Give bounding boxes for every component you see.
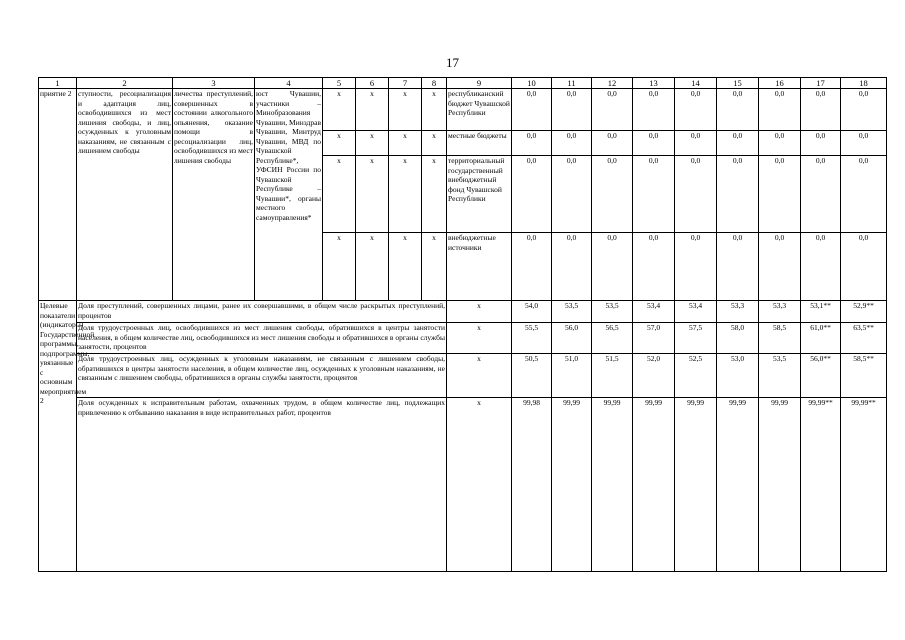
value-cell: 0,0 (675, 156, 717, 233)
indicator-value-cell: 58,0 (717, 323, 759, 354)
indicator-value-cell: 99,99 (552, 398, 592, 572)
indicator-value-cell: 53,5 (552, 301, 592, 323)
column-number-cell: 5 (323, 78, 356, 89)
value-cell: 0,0 (717, 233, 759, 301)
value-cell: 0,0 (552, 233, 592, 301)
code-cell: x (422, 89, 447, 131)
value-cell: 0,0 (512, 131, 552, 156)
value-cell: 0,0 (592, 233, 633, 301)
value-cell: 0,0 (552, 131, 592, 156)
indicator-value-cell: 99,99** (801, 398, 841, 572)
indicator-value-cell: 99,99 (759, 398, 801, 572)
event-description-cell: ступности, ресоциализация и адаптация лиц, освободившихся из мест лишения свободы, и лиц, осужденных к уголовным наказаниям, не связанным с лишением свободы (77, 89, 173, 301)
indicator-value-cell: 53,5 (592, 301, 633, 323)
indicator-value-cell: 50,5 (512, 354, 552, 398)
value-cell: 0,0 (801, 89, 841, 131)
value-cell: 0,0 (675, 233, 717, 301)
indicator-value-cell: 99,99 (717, 398, 759, 572)
code-cell: x (447, 398, 512, 572)
indicator-value-cell: 61,0** (801, 323, 841, 354)
indicator-value-cell: 51,0 (552, 354, 592, 398)
value-cell: 0,0 (841, 131, 887, 156)
column-number-cell: 4 (255, 78, 323, 89)
indicator-value-cell: 53,4 (633, 301, 675, 323)
value-cell: 0,0 (675, 131, 717, 156)
column-number-cell: 3 (173, 78, 255, 89)
indicator-value-cell: 53,3 (717, 301, 759, 323)
target-indicators-label: Целевые показатели (индикаторы) Государственной программы, подпрограммы, увязанные с основным мероприятием 2 (39, 301, 77, 572)
value-cell: 0,0 (633, 233, 675, 301)
column-number-cell: 1 (39, 78, 77, 89)
indicator-description-cell: Доля трудоустроенных лиц, осужденных к уголовным наказаниям, не связанным с лишением свободы, обратившихся в центры занятости населения, в общем количестве лиц, осужденных к уголовным наказаниям, не связанным с лишением свободы, обратившихся в органы службы занятости, процентов (77, 354, 447, 398)
code-cell: x (356, 89, 389, 131)
event-result-cell: личества преступлений, совершенных в состоянии алкогольного опьянения, оказание помощи в ресоциализации лиц, освободившихся из мест лишения свободы (173, 89, 255, 301)
column-number-cell: 16 (759, 78, 801, 89)
value-cell: 0,0 (633, 89, 675, 131)
value-cell: 0,0 (717, 156, 759, 233)
program-table (38, 77, 887, 572)
code-cell: x (447, 301, 512, 323)
value-cell: 0,0 (552, 156, 592, 233)
value-cell: 0,0 (675, 89, 717, 131)
value-cell: 0,0 (759, 233, 801, 301)
value-cell: 0,0 (592, 131, 633, 156)
funding-source-cell: республиканский бюджет Чувашской Республики (447, 89, 512, 131)
indicator-description-cell: Доля осужденных к исправительным работам, охваченных трудом, в общем количестве лиц, подлежащих привлечению к отбыванию наказания в виде исправительных работ, процентов (77, 398, 447, 572)
indicator-value-cell: 99,98 (512, 398, 552, 572)
column-number-cell: 7 (389, 78, 422, 89)
indicator-value-cell: 56,5 (592, 323, 633, 354)
indicator-value-cell: 58,5** (841, 354, 887, 398)
funding-source-cell: местные бюджеты (447, 131, 512, 156)
indicator-value-cell: 53,4 (675, 301, 717, 323)
indicator-value-cell: 54,0 (512, 301, 552, 323)
indicator-description-cell: Доля преступлений, совершенных лицами, ранее их совершавшими, в общем числе раскрытых преступлений, процентов (77, 301, 447, 323)
code-cell: x (389, 131, 422, 156)
column-number-cell: 8 (422, 78, 447, 89)
indicator-value-cell: 52,5 (675, 354, 717, 398)
funding-row (39, 89, 887, 131)
target-indicator-row (39, 354, 887, 398)
funding-source-cell: территориальный государственный внебюджетный фонд Чувашской Республики (447, 156, 512, 233)
indicator-value-cell: 53,1** (801, 301, 841, 323)
column-number-cell: 9 (447, 78, 512, 89)
page-number: 17 (446, 55, 459, 70)
indicator-value-cell: 57,5 (675, 323, 717, 354)
funding-source-cell: внебюджетные источники (447, 233, 512, 301)
value-cell: 0,0 (512, 156, 552, 233)
value-cell: 0,0 (801, 156, 841, 233)
code-cell: x (422, 233, 447, 301)
code-cell: x (389, 233, 422, 301)
column-number-cell: 2 (77, 78, 173, 89)
column-number-cell: 10 (512, 78, 552, 89)
column-number-cell: 12 (592, 78, 633, 89)
indicator-description-cell: Доля трудоустроенных лиц, освободившихся из мест лишения свободы, обратившихся в центры занятости населения, в общем количестве лиц, освободившихся из мест лишения свободы и обратившихся в органы службы занятости, процентов (77, 323, 447, 354)
indicator-value-cell: 99,99** (841, 398, 887, 572)
value-cell: 0,0 (592, 89, 633, 131)
target-indicator-row (39, 301, 887, 323)
value-cell: 0,0 (717, 131, 759, 156)
value-cell: 0,0 (841, 233, 887, 301)
value-cell: 0,0 (801, 233, 841, 301)
column-number-cell: 18 (841, 78, 887, 89)
target-indicator-row (39, 398, 887, 572)
code-cell: x (356, 131, 389, 156)
indicator-value-cell: 57,0 (633, 323, 675, 354)
code-cell: x (323, 131, 356, 156)
code-cell: x (447, 323, 512, 354)
code-cell: x (323, 89, 356, 131)
indicator-value-cell: 53,5 (759, 354, 801, 398)
event-executors-cell: юст Чувашии, участники – Минобразования Чувашии, Минздрав Чувашии, Минтруд Чувашии, МВД по Чувашской Республике*, УФСИН России по Чувашской Республике – Чувашии*, органы местного самоуправления* (255, 89, 323, 301)
column-number-cell: 17 (801, 78, 841, 89)
column-number-cell: 13 (633, 78, 675, 89)
column-number-row (39, 78, 887, 89)
value-cell: 0,0 (759, 89, 801, 131)
indicator-value-cell: 52,9** (841, 301, 887, 323)
code-cell: x (323, 156, 356, 233)
value-cell: 0,0 (592, 156, 633, 233)
value-cell: 0,0 (512, 89, 552, 131)
indicator-value-cell: 63,5** (841, 323, 887, 354)
value-cell: 0,0 (552, 89, 592, 131)
value-cell: 0,0 (841, 89, 887, 131)
indicator-value-cell: 53,3 (759, 301, 801, 323)
column-number-cell: 14 (675, 78, 717, 89)
column-number-cell: 15 (717, 78, 759, 89)
value-cell: 0,0 (759, 131, 801, 156)
code-cell: x (422, 131, 447, 156)
code-cell: x (389, 89, 422, 131)
value-cell: 0,0 (841, 156, 887, 233)
code-cell: x (422, 156, 447, 233)
indicator-value-cell: 58,5 (759, 323, 801, 354)
indicator-value-cell: 53,0 (717, 354, 759, 398)
column-number-cell: 11 (552, 78, 592, 89)
indicator-value-cell: 55,5 (512, 323, 552, 354)
indicator-value-cell: 56,0 (552, 323, 592, 354)
value-cell: 0,0 (759, 156, 801, 233)
code-cell: x (447, 354, 512, 398)
code-cell: x (389, 156, 422, 233)
indicator-value-cell: 99,99 (675, 398, 717, 572)
value-cell: 0,0 (633, 131, 675, 156)
code-cell: x (356, 156, 389, 233)
indicator-value-cell: 56,0** (801, 354, 841, 398)
target-indicator-row (39, 323, 887, 354)
code-cell: x (323, 233, 356, 301)
column-number-cell: 6 (356, 78, 389, 89)
code-cell: x (356, 233, 389, 301)
value-cell: 0,0 (512, 233, 552, 301)
indicator-value-cell: 99,99 (592, 398, 633, 572)
indicator-value-cell: 99,99 (633, 398, 675, 572)
event-name-cell: приятие 2 (39, 89, 77, 301)
indicator-value-cell: 52,0 (633, 354, 675, 398)
value-cell: 0,0 (717, 89, 759, 131)
value-cell: 0,0 (633, 156, 675, 233)
indicator-value-cell: 51,5 (592, 354, 633, 398)
value-cell: 0,0 (801, 131, 841, 156)
